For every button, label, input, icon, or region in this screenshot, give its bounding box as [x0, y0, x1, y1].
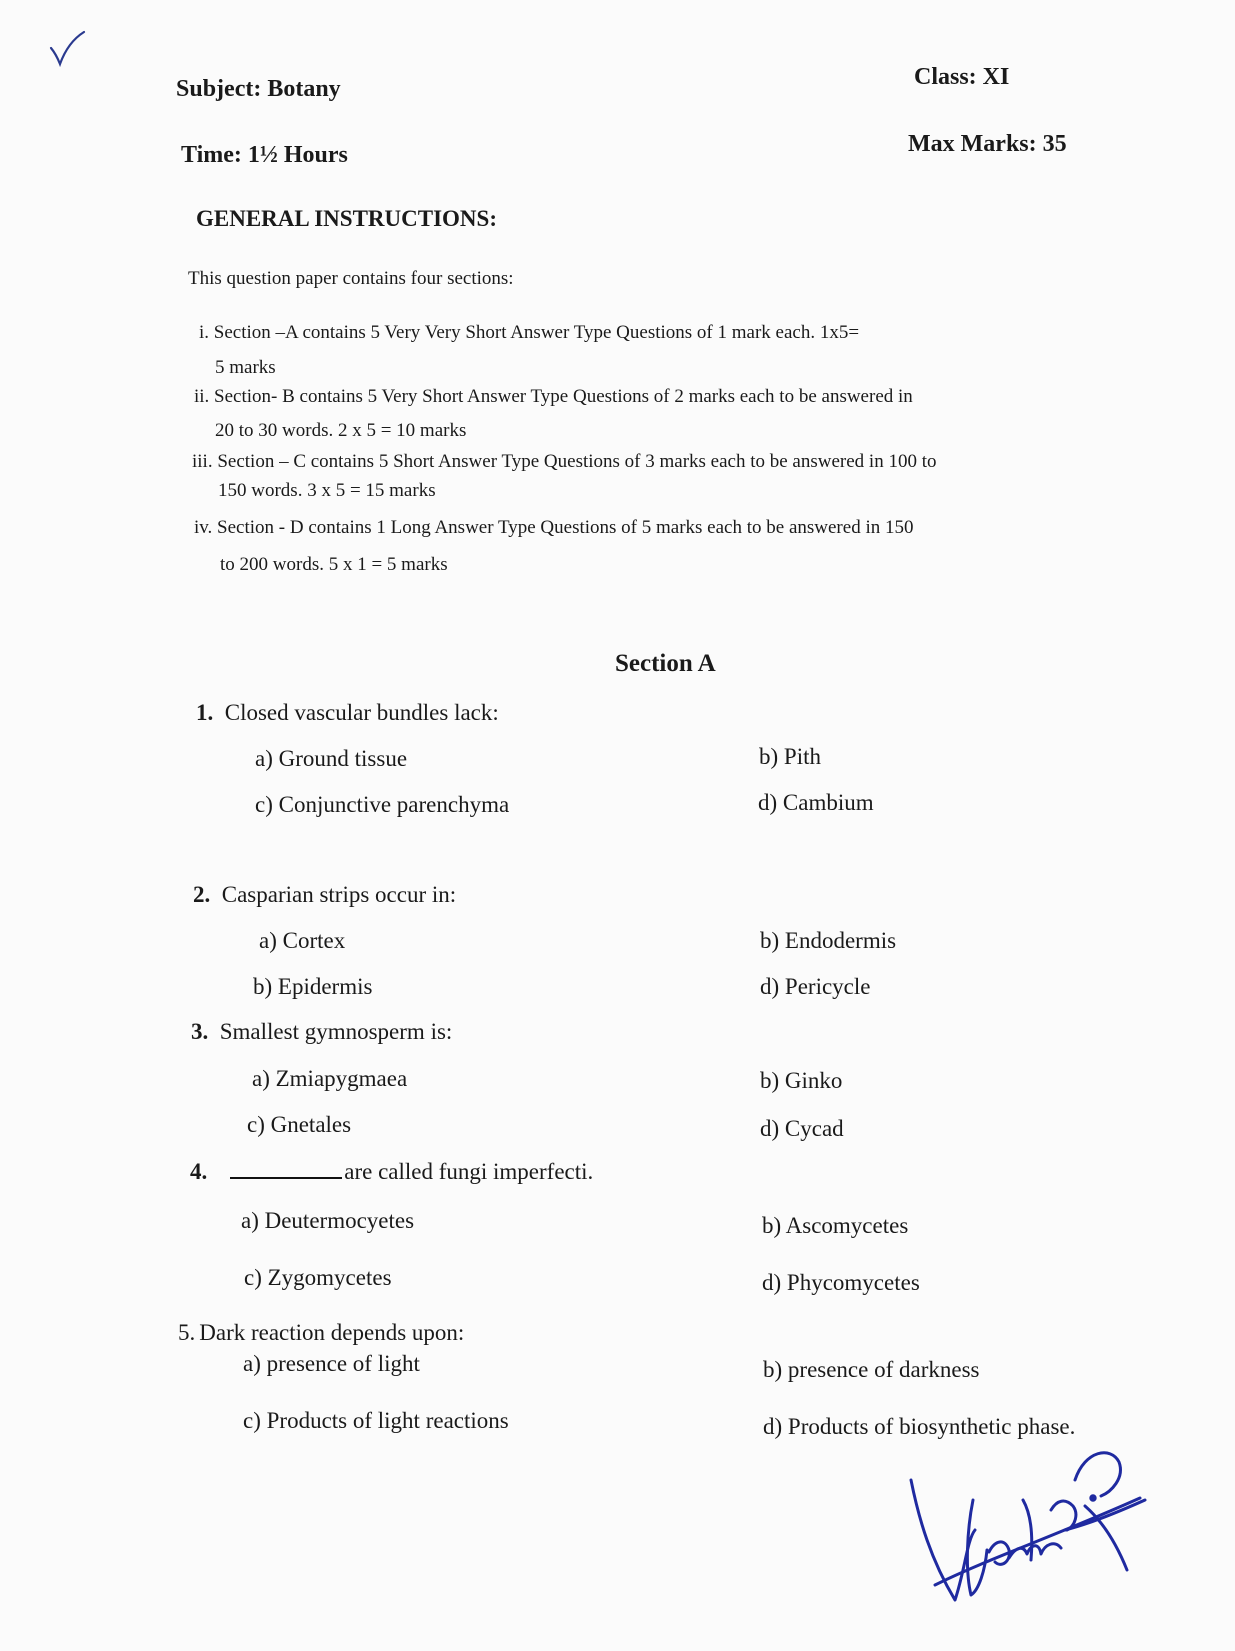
instruction-item-2: ii. Section- B contains 5 Very Short Answer Type Questions of 2 marks each to be answered in — [194, 386, 913, 407]
q5-option-d: d) Products of biosynthetic phase. — [763, 1414, 1076, 1439]
q3-option-a: a) Zmiapygmaea — [252, 1066, 408, 1091]
q1-option-c: c) Conjunctive parenchyma — [255, 792, 510, 817]
check-mark-icon — [48, 28, 86, 68]
q3-option-c: c) Gnetales — [247, 1112, 352, 1137]
q5-option-c: c) Products of light reactions — [243, 1408, 509, 1433]
question-text: Casparian strips occur in: — [221, 882, 457, 907]
answer-blank — [230, 1159, 342, 1179]
question-number: 5. — [178, 1320, 196, 1345]
q1-option-b: b) Pith — [759, 744, 821, 769]
q3-option-d: d) Cycad — [760, 1116, 844, 1141]
section-title: Section A — [615, 650, 716, 677]
q2-option-c: b) Epidermis — [253, 974, 373, 999]
question-3 — [191, 1019, 452, 1045]
q2-option-a: a) Cortex — [259, 928, 346, 953]
question-1 — [196, 700, 499, 726]
q3-option-b: b) Ginko — [760, 1068, 843, 1093]
q5-option-a: a) presence of light — [243, 1351, 420, 1376]
q2-option-d: d) Pericycle — [760, 974, 871, 999]
subject-label: Subject: Botany — [176, 76, 341, 102]
instruction-item-1: i. Section –A contains 5 Very Very Short Answer Type Questions of 1 mark each. 1x5= — [199, 322, 860, 343]
question-number: 2. — [193, 882, 211, 907]
question-text: Dark reaction depends upon: — [199, 1320, 465, 1345]
instruction-item-3: iii. Section – C contains 5 Short Answer Type Questions of 3 marks each to be answered in 100 to — [192, 451, 937, 472]
instructions-intro: This question paper contains four sections: — [188, 268, 514, 289]
q4-option-d: d) Phycomycetes — [762, 1270, 920, 1295]
max-marks-label: Max Marks: 35 — [908, 131, 1067, 157]
q1-option-a: a) Ground tissue — [255, 746, 408, 771]
time-label: Time: 1½ Hours — [181, 142, 348, 168]
signature-image — [905, 1440, 1155, 1610]
class-label: Class: XI — [914, 64, 1010, 90]
question-text: are called fungi imperfecti. — [344, 1159, 594, 1184]
instruction-item-4-cont: to 200 words. 5 x 1 = 5 marks — [220, 554, 448, 575]
q4-option-c: c) Zygomycetes — [244, 1265, 392, 1290]
q4-option-b: b) Ascomycetes — [762, 1213, 909, 1238]
instructions-heading: GENERAL INSTRUCTIONS: — [196, 206, 497, 231]
instruction-item-1-cont: 5 marks — [215, 357, 276, 378]
instruction-item-4: iv. Section - D contains 1 Long Answer Type Questions of 5 marks each to be answered in 150 — [194, 517, 914, 538]
q1-option-d: d) Cambium — [758, 790, 874, 815]
instruction-item-3-cont: 150 words. 3 x 5 = 15 marks — [218, 480, 436, 501]
question-text: Closed vascular bundles lack: — [224, 700, 499, 725]
question-4 — [190, 1159, 593, 1185]
question-number: 3. — [191, 1019, 209, 1044]
q5-option-b: b) presence of darkness — [763, 1357, 980, 1382]
q4-option-a: a) Deutermocyetes — [241, 1208, 415, 1233]
instruction-item-2-cont: 20 to 30 words. 2 x 5 = 10 marks — [215, 420, 467, 441]
question-text: Smallest gymnosperm is: — [219, 1019, 453, 1044]
question-number: 4. — [190, 1159, 208, 1184]
question-2 — [193, 882, 456, 908]
question-5 — [178, 1320, 464, 1346]
q2-option-b: b) Endodermis — [760, 928, 897, 953]
question-number: 1. — [196, 700, 214, 725]
